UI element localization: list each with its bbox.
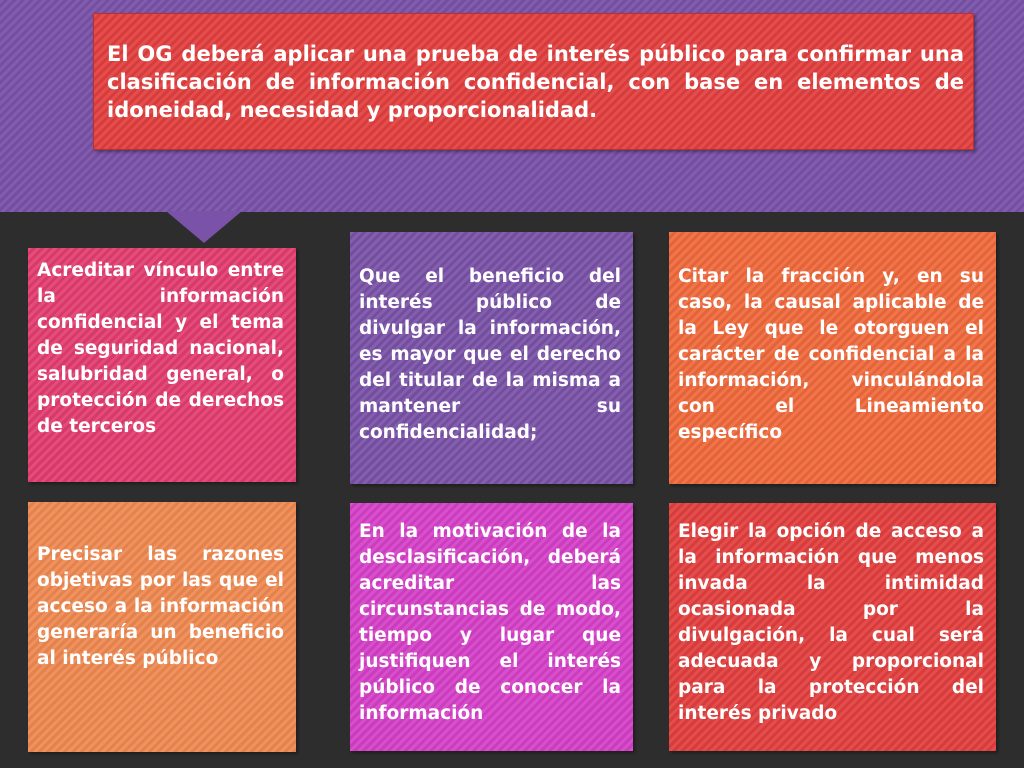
card-razones-objetivas: Precisar las razones objetivas por las que el acceso a la información generaría un beneficio al interés público [28,502,296,752]
callout-pointer [166,211,242,243]
card-vinculo-seguridad: Acreditar vínculo entre la información confidencial y el tema de seguridad nacional, salubridad general, o protección de derechos de terceros [28,248,296,482]
card-opcion-acceso: Elegir la opción de acceso a la información que menos invada la intimidad ocasionada por la divulgación, la cual será adecuada y proporcional para la protección del interés privado [669,503,996,751]
card-beneficio-interes-publico: Que el beneficio del interés público de divulgar la información, es mayor que el derecho del titular de la misma a mantener su confidencialidad; [350,232,633,484]
card-citar-fraccion: Citar la fracción y, en su caso, la causal aplicable de la Ley que le otorguen el carácter de confidencial a la información, vinculándola con el Lineamiento específico [669,232,996,484]
card-motivacion-desclasificacion: En la motivación de la desclasificación, deberá acreditar las circunstancias de modo, tiempo y lugar que justifiquen el interés público de conocer la información [350,503,633,751]
title-box: El OG deberá aplicar una prueba de interés público para confirmar una clasificación de información confidencial, con base en elementos de idoneidad, necesidad y proporcionalidad. [93,13,974,150]
